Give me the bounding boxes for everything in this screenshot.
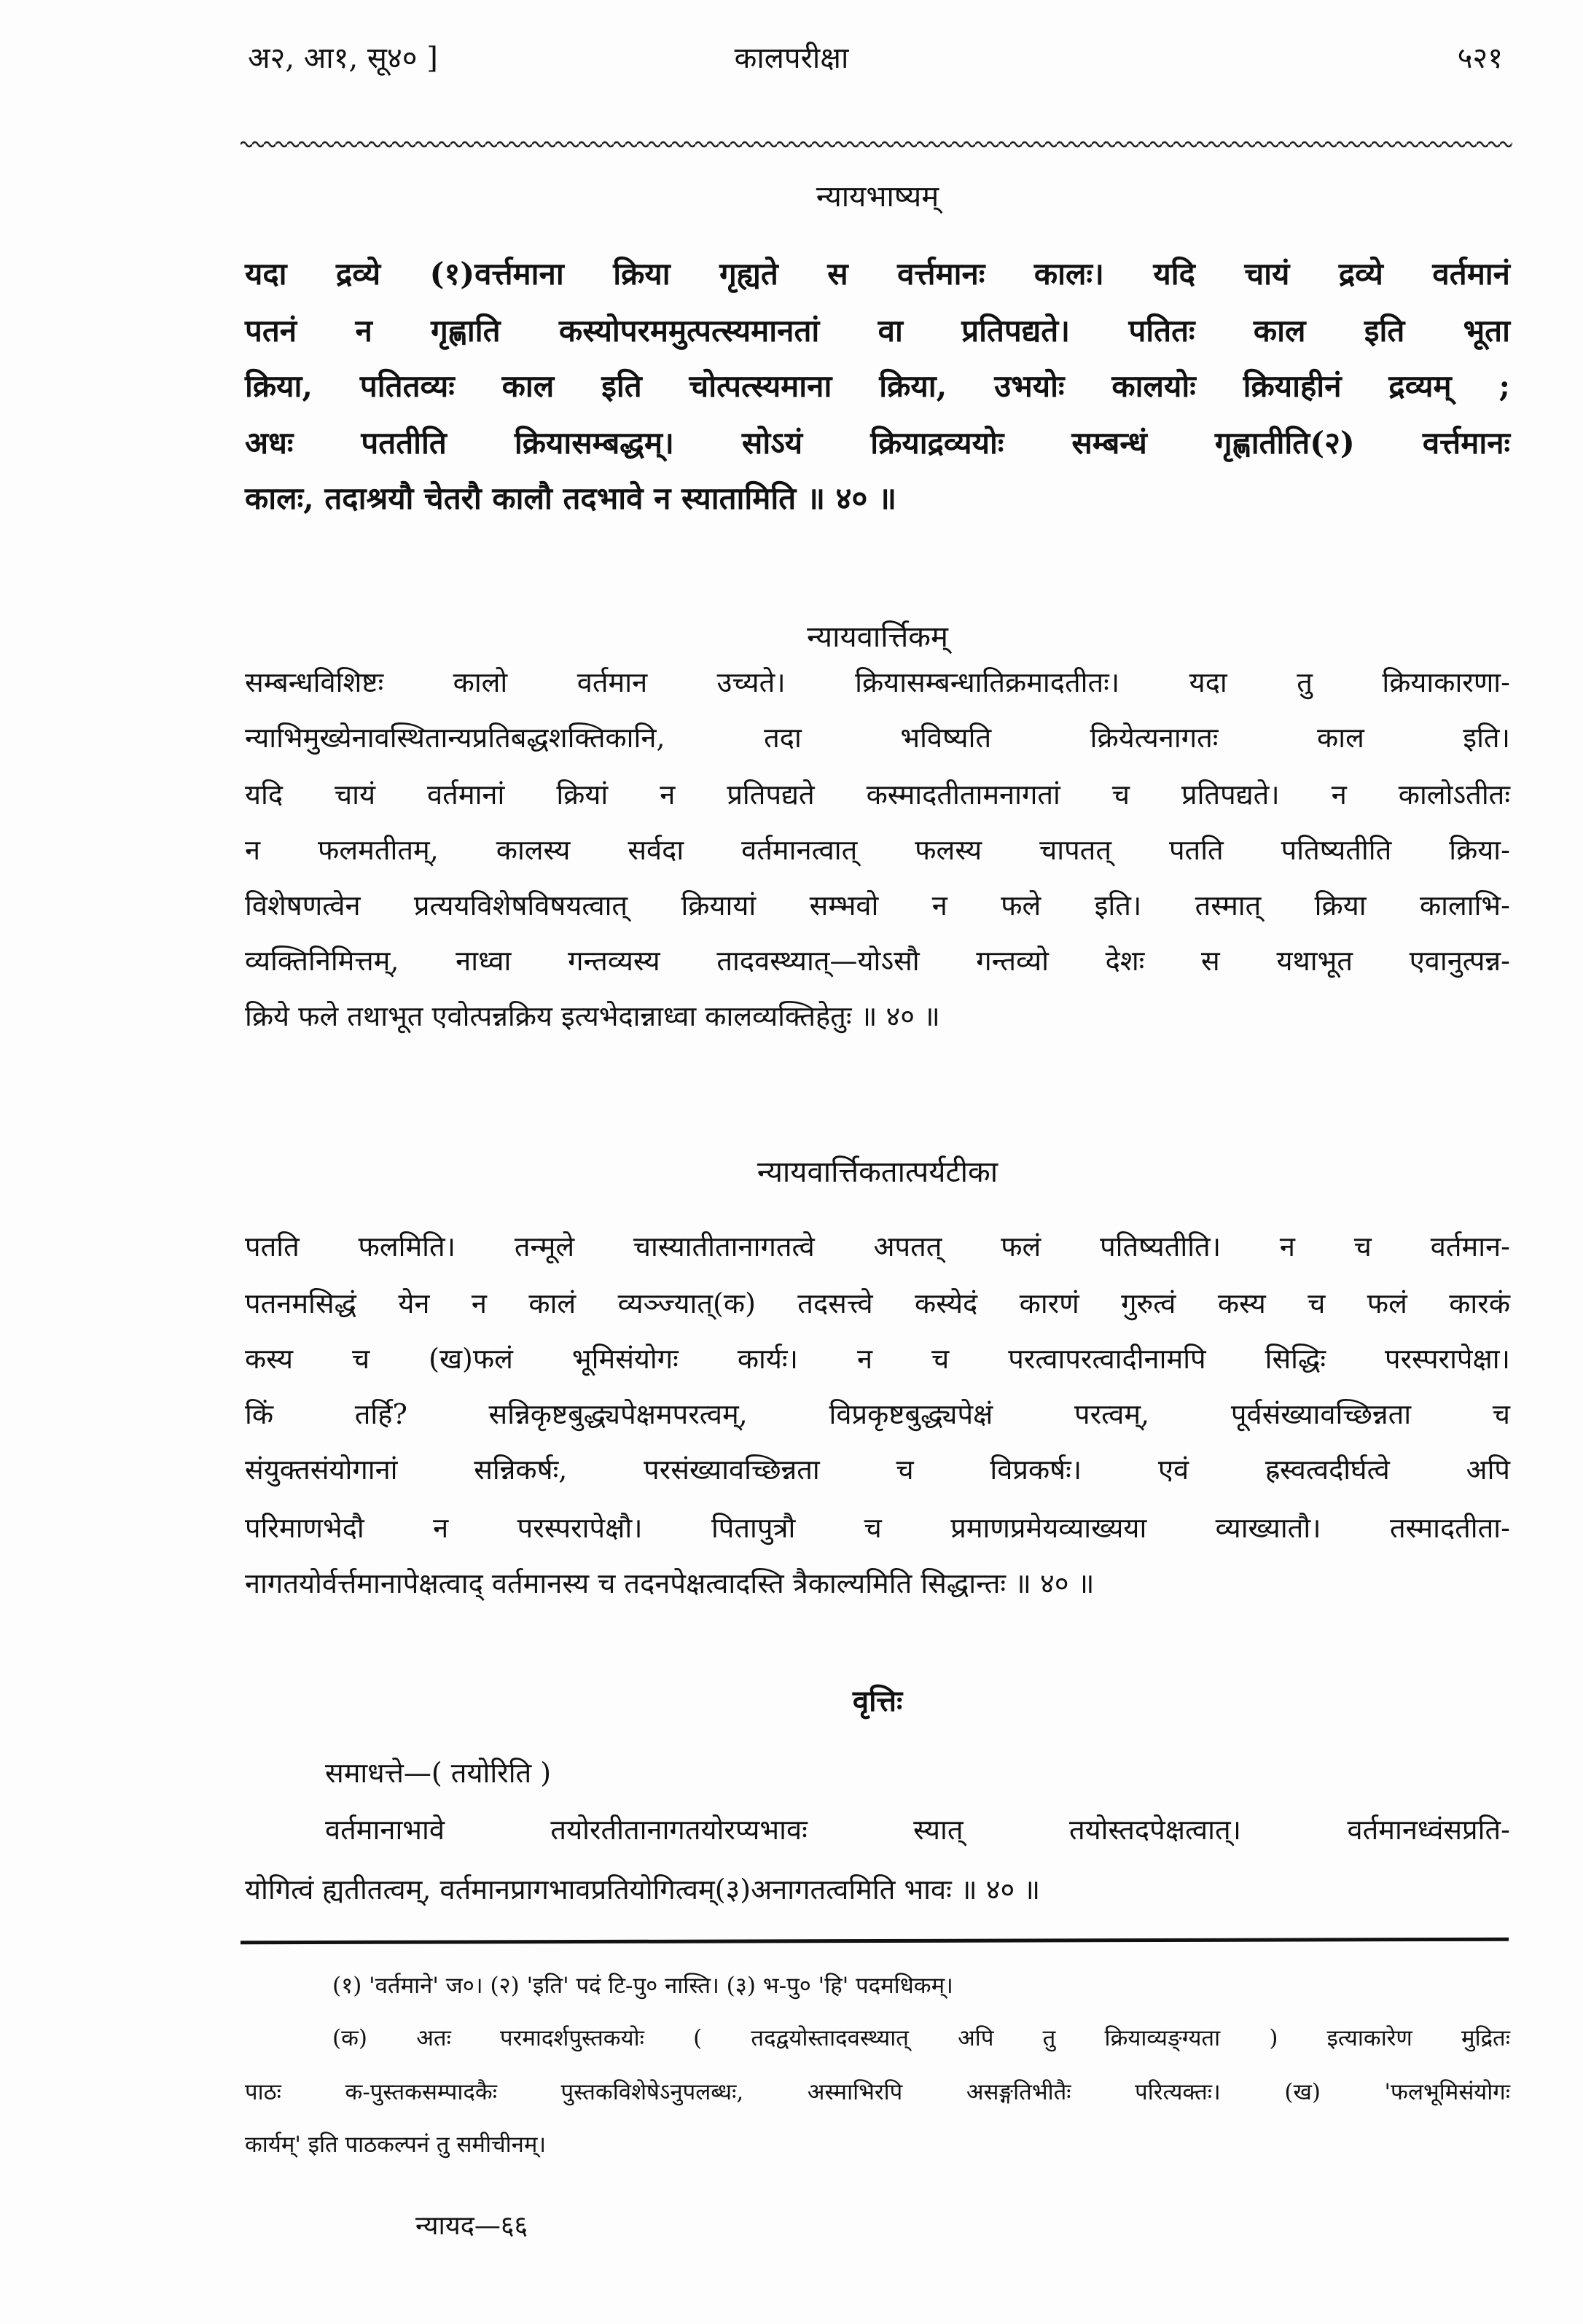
nyaya-varttika-line: व्यक्तिनिमित्तम्, नाध्वा गन्तव्यस्य तादवस्थ्यात्—योऽसौ गन्तव्यो देशः स यथाभूत एवानुत्पन्न- — [245, 945, 1510, 977]
nyaya-bhashya-line: कालः, तदाश्रयौ चेतरौ कालौ तदभावे न स्यातामिति ॥ ४० ॥ — [245, 480, 897, 516]
tatparya-tika-line: संयुक्तसंयोगानां सन्निकर्षः, परसंख्यावच्छिन्नता च विप्रकर्षः। एवं ह्रस्वत्वदीर्घत्वे अपि — [245, 1454, 1510, 1486]
tatparya-tika-line: नागतयोर्वर्त्तमानापेक्षत्वाद् वर्तमानस्य च तदनपेक्षत्वादस्ति त्रैकाल्यमिति सिद्धान्तः ॥ ४० ॥ — [245, 1567, 1095, 1599]
nyaya-varttika-line: न्याभिमुख्येनावस्थितान्यप्रतिबद्धशक्तिकानि, तदा भविष्यति क्रियेत्यनागतः काल इति। — [245, 722, 1510, 754]
nyaya-bhashya-heading: न्यायभाष्यम् — [816, 180, 939, 214]
footnote-line: कार्यम्' इति पाठकल्पनं तु समीचीनम्। — [245, 2132, 547, 2158]
header-title: कालपरीक्षा — [734, 42, 849, 75]
footer-signature: न्यायद—६६ — [415, 2211, 528, 2241]
footnote-line: (क) अतः परमादर्शपुस्तकयोः ( तदद्वयोस्तादवस्थ्यात् अपि तु क्रियाव्यङ्ग्यता ) इत्याकारेण मुद्रितः — [332, 2025, 1510, 2051]
header-wavy-rule — [241, 139, 1512, 150]
nyaya-bhashya-line: क्रिया, पतितव्यः काल इति चोत्पत्स्यमाना क्रिया, उभयोः कालयोः क्रियाहीनं द्रव्यम् ; — [245, 368, 1510, 404]
vritti-line: योगित्वं ह्यतीतत्वम्, वर्तमानप्रागभावप्रतियोगित्वम्(३)अनागतत्वमिति भावः ॥ ४० ॥ — [245, 1873, 1041, 1906]
nyaya-varttika-line: न फलमतीतम्, कालस्य सर्वदा वर्तमानत्वात् फलस्य चापतत् पतति पतिष्यतीति क्रिया- — [245, 834, 1510, 866]
tatparya-tika-line: पतनमसिद्धं येन न कालं व्यञ्ज्यात्(क) तदसत्त्वे कस्येदं कारणं गुरुत्वं कस्य च फलं कारकं — [245, 1287, 1510, 1319]
nyaya-bhashya-line: अधः पततीति क्रियासम्बद्धम्। सोऽयं क्रियाद्रव्ययोः सम्बन्धं गृह्णातीति(२) वर्त्तमानः — [245, 425, 1510, 461]
page-number: ५२१ — [1457, 42, 1503, 75]
nyaya-varttika-line: यदि चायं वर्तमानां क्रियां न प्रतिपद्यते कस्मादतीतामनागतां च प्रतिपद्यते। न कालोऽतीतः — [245, 779, 1510, 811]
header-reference: अ२, आ१, सू४० ] — [248, 42, 438, 75]
tatparya-tika-line: परिमाणभेदौ न परस्परापेक्षौ। पितापुत्रौ च प्रमाणप्रमेयव्याख्यया व्याख्यातौ। तस्मादतीता- — [245, 1512, 1510, 1544]
tatparya-tika-line: किं तर्हि? सन्निकृष्टबुद्ध्यपेक्षमपरत्वम्, विप्रकृष्टबुद्ध्यपेक्षं परत्वम्, पूर्वसंख्यावच्छिन्नता च — [245, 1398, 1510, 1430]
footnote-line: पाठः क-पुस्तकसम्पादकैः पुस्तकविशेषेऽनुपलब्धः, अस्माभिरपि असङ्गतिभीतैः परित्यक्तः। (ख) 'फलभूमिसंयोगः — [245, 2079, 1510, 2105]
tatparya-tika-line: कस्य च (ख)फलं भूमिसंयोगः कार्यः। न च परत्वापरत्वादीनामपि सिद्धिः परस्परापेक्षा। — [245, 1343, 1510, 1375]
vritti-heading: वृत्तिः — [852, 1684, 903, 1718]
tatparya-tika-line: पतति फलमिति। तन्मूले चास्यातीतानागतत्वे अपतत् फलं पतिष्यतीति। न च वर्तमान- — [245, 1231, 1510, 1263]
footnote-line: (१) 'वर्तमाने' ज०। (२) 'इति' पदं टि-पु० नास्ति। (३) भ-पु० 'हि' पदमधिकम्। — [332, 1973, 953, 1999]
nyaya-varttika-line: सम्बन्धविशिष्टः कालो वर्तमान उच्यते। क्रियासम्बन्धातिक्रमादतीतः। यदा तु क्रियाकारणा- — [245, 666, 1510, 698]
tatparya-tika-heading: न्यायवार्त्तिकतात्पर्यटीका — [757, 1155, 998, 1189]
footnote-rule — [241, 1938, 1509, 1945]
nyaya-varttika-line: क्रिये फले तथाभूत एवोत्पन्नक्रिय इत्यभेदान्नाध्वा कालव्यक्तिहेतुः ॥ ४० ॥ — [245, 1000, 940, 1032]
vritti-line: वर्तमानाभावे तयोरतीतानागतयोरप्यभावः स्यात् तयोस्तदपेक्षत्वात्। वर्तमानध्वंसप्रति- — [325, 1814, 1510, 1846]
nyaya-varttika-heading: न्यायवार्त्तिकम् — [807, 620, 948, 654]
nyaya-bhashya-line: पतनं न गृह्णाति कस्योपरममुत्पत्स्यमानतां वा प्रतिपद्यते। पतितः काल इति भूता — [245, 313, 1510, 348]
vritti-line: समाधत्ते—( तयोरिति ) — [325, 1757, 552, 1789]
nyaya-bhashya-line: यदा द्रव्ये (१)वर्त्तमाना क्रिया गृह्यते स वर्त्तमानः कालः। यदि चायं द्रव्ये वर्तमानं — [245, 256, 1510, 292]
nyaya-varttika-line: विशेषणत्वेन प्रत्ययविशेषविषयत्वात् क्रियायां सम्भवो न फले इति। तस्मात् क्रिया कालाभि- — [245, 889, 1510, 921]
